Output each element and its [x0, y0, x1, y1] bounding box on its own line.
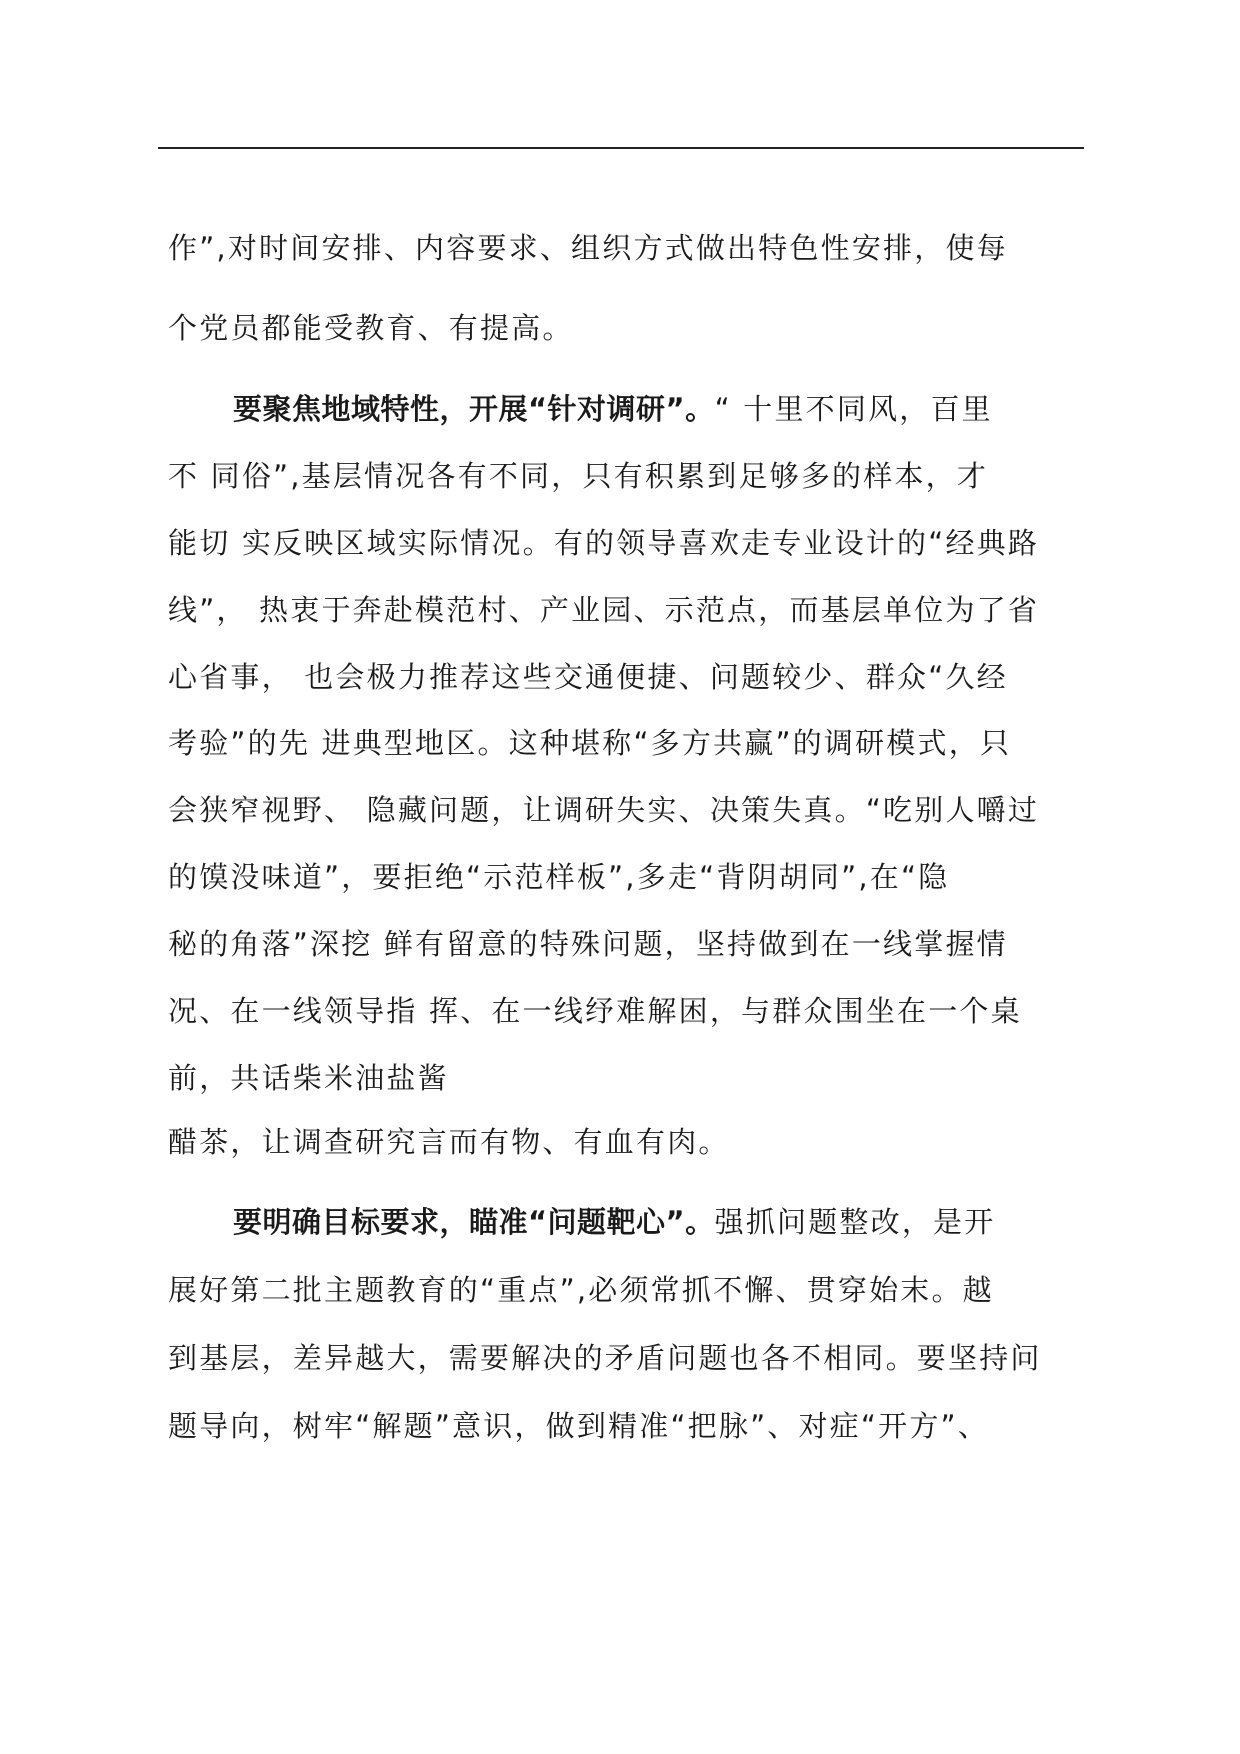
- paragraph-2-line-2: 不 同俗”,基层情况各有不同，只有积累到足够多的样本，才: [168, 459, 989, 493]
- paragraph-2-line-9: 秘的角落”深挖 鲜有留意的特殊问题，坚持做到在一线掌握情: [168, 927, 1008, 961]
- paragraph-2-line-4: 线”， 热衷于奔赴模范村、产业园、示范点，而基层单位为了省: [168, 593, 1040, 627]
- header-rule: [158, 147, 1084, 149]
- paragraph-1-line-1: 作”,对时间安排、内容要求、组织方式做出特色性安排，使每: [168, 231, 1008, 265]
- paragraph-2-line-3: 能切 实反映区域实际情况。有的领导喜欢走专业设计的“经典路: [168, 526, 1040, 560]
- paragraph-2-line-10: 况、在一线领导指 挥、在一线纾难解困，与群众围坐在一个桌: [168, 994, 1022, 1028]
- paragraph-2-line-6: 考验”的先 进典型地区。这种堪称“多方共赢”的调研模式，只: [168, 726, 1012, 760]
- paragraph-3-line-3: 到基层，差异越大，需要解决的矛盾问题也各不相同。要坚持问: [168, 1341, 1042, 1375]
- paragraph-3-line-1-text: 强抓问题整改，是开: [714, 1205, 996, 1239]
- paragraph-2-lead: 要聚焦地域特性，开展“针对调研”。: [233, 392, 715, 426]
- paragraph-2-line-5: 心省事， 也会极力推荐这些交通便捷、问题较少、群众“久经: [168, 660, 1008, 694]
- paragraph-2-line-1: [233, 389, 993, 429]
- paragraph-2-line-1-text: “ 十里不同风，百里: [714, 392, 993, 426]
- paragraph-3-line-2: 展好第二批主题教育的“重点”,必须常抓不懈、贯穿始末。越: [168, 1273, 994, 1307]
- paragraph-2-line-11: 前，共话柴米油盐酱: [168, 1061, 449, 1095]
- paragraph-1-line-2: 个党员都能受教育、有提高。: [168, 311, 574, 345]
- paragraph-2-line-12: 醋茶，让调查研究言而有物、有血有肉。: [168, 1125, 730, 1159]
- paragraph-3-line-4: 题导向，树牢“解题”意识，做到精准“把脉”、对症“开方”、: [168, 1409, 989, 1443]
- paragraph-3-lead: 要明确目标要求，瞄准“问题靶心”。: [233, 1205, 715, 1239]
- paragraph-2-line-8: 的馍没味道”，要拒绝“示范样板”,多走“背阴胡同”,在“隐: [168, 860, 950, 894]
- paragraph-3-line-1: [233, 1202, 995, 1242]
- paragraph-2-line-7: 会狭窄视野、 隐藏问题，让调研失实、决策失真。“吃别人嚼过: [168, 793, 1040, 827]
